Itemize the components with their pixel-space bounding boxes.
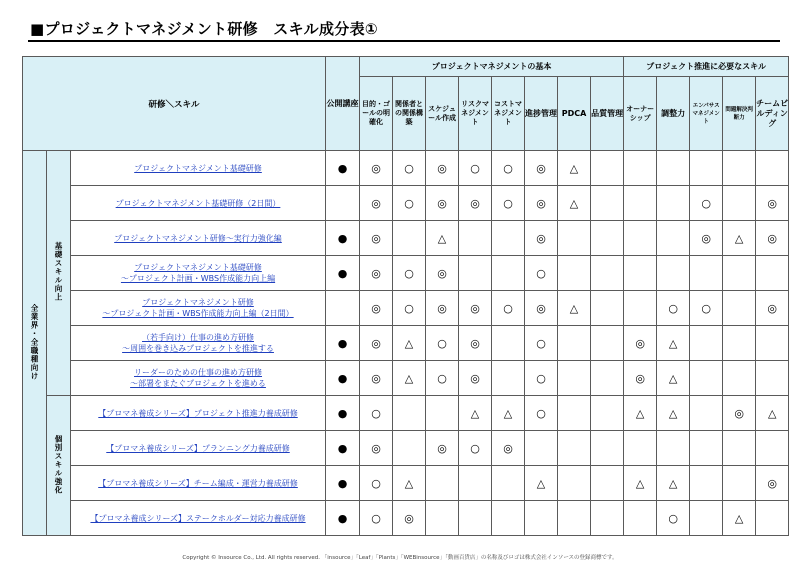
skill-mark: △ [558, 186, 591, 221]
skill-mark: ◎ [426, 186, 459, 221]
skill-mark [426, 501, 459, 536]
skill-mark [492, 466, 525, 501]
skill-mark [492, 361, 525, 396]
skill-mark: △ [624, 466, 657, 501]
skill-mark [492, 221, 525, 256]
skill-mark [591, 291, 624, 326]
table-row [23, 361, 789, 396]
skill-mark [591, 326, 624, 361]
group-header-promotion: プロジェクト推進に必要なスキル [624, 57, 789, 77]
skill-mark: ○ [690, 186, 723, 221]
skill-header: スケジュール作成 [426, 77, 459, 151]
skill-mark: △ [558, 151, 591, 186]
skill-mark: ◎ [360, 291, 393, 326]
table-row [23, 501, 789, 536]
group-header-basics: プロジェクトマネジメントの基本 [360, 57, 624, 77]
skill-mark: ○ [492, 186, 525, 221]
skill-mark [558, 361, 591, 396]
skill-mark [657, 221, 690, 256]
skill-mark: △ [723, 221, 756, 256]
public-course-mark: ● [326, 501, 360, 536]
sidebar-all-industries [23, 151, 47, 536]
skill-mark [756, 326, 789, 361]
skill-mark: ○ [459, 431, 492, 466]
skill-mark: ◎ [360, 186, 393, 221]
skill-mark [591, 151, 624, 186]
skill-mark [591, 431, 624, 466]
skill-mark: △ [657, 326, 690, 361]
skill-mark [723, 431, 756, 466]
skill-mark [591, 221, 624, 256]
course-link[interactable] [71, 361, 326, 396]
public-course-mark: ● [326, 151, 360, 186]
course-name: プロジェクトマネジメント基礎研修（2日間） [115, 198, 281, 208]
course-link[interactable] [71, 431, 326, 466]
skill-header: 問題解決判断力 [723, 77, 756, 151]
skill-mark [690, 151, 723, 186]
skill-mark [624, 501, 657, 536]
skill-mark [558, 396, 591, 431]
skill-header: 品質管理 [591, 77, 624, 151]
skill-mark [459, 256, 492, 291]
skill-table [22, 56, 789, 536]
sidebar-section-individual-skills [47, 396, 71, 536]
skill-mark: ◎ [360, 326, 393, 361]
course-name: 【プロマネ養成シリーズ】チーム編成・運営力養成研修 [98, 478, 298, 488]
skill-mark: ◎ [360, 221, 393, 256]
skill-mark: ◎ [360, 151, 393, 186]
skill-mark [492, 256, 525, 291]
course-rows [23, 151, 789, 536]
sidebar-all-industries-label: 全業界・全職種向け [30, 303, 39, 381]
skill-mark [657, 256, 690, 291]
skill-mark: △ [657, 361, 690, 396]
skill-mark: ○ [657, 501, 690, 536]
table-row [23, 256, 789, 291]
skill-mark: ◎ [426, 151, 459, 186]
skill-mark: ○ [525, 361, 558, 396]
skill-mark [690, 256, 723, 291]
skill-header: コストマネジメント [492, 77, 525, 151]
skill-mark: ◎ [459, 291, 492, 326]
skill-mark [723, 151, 756, 186]
skill-header: PDCA [558, 77, 591, 151]
course-link[interactable] [71, 501, 326, 536]
course-link[interactable] [71, 466, 326, 501]
public-course-mark: ● [326, 431, 360, 466]
skill-mark: ○ [459, 151, 492, 186]
skill-mark: ◎ [525, 291, 558, 326]
skill-mark: ○ [426, 361, 459, 396]
course-link[interactable] [71, 221, 326, 256]
skill-header: 進捗管理 [525, 77, 558, 151]
skill-mark [657, 431, 690, 466]
skill-mark [624, 221, 657, 256]
table-row [23, 221, 789, 256]
course-name: （若手向け）仕事の進め方研修 [142, 333, 255, 342]
skill-mark [525, 501, 558, 536]
skill-mark [756, 431, 789, 466]
skill-mark: ◎ [492, 431, 525, 466]
skill-mark: ◎ [756, 466, 789, 501]
skill-mark [459, 221, 492, 256]
skill-mark [393, 221, 426, 256]
course-link[interactable] [71, 151, 326, 186]
skill-mark: △ [525, 466, 558, 501]
skill-mark [426, 466, 459, 501]
skill-mark: ○ [657, 291, 690, 326]
course-link[interactable] [71, 396, 326, 431]
course-name: プロジェクトマネジメント研修～実行力強化編 [114, 233, 282, 243]
course-link[interactable] [71, 326, 326, 361]
skill-mark: ◎ [426, 431, 459, 466]
skill-mark [723, 361, 756, 396]
skill-mark [558, 256, 591, 291]
table-row [23, 326, 789, 361]
public-course-mark: ● [326, 396, 360, 431]
corner-header: 研修＼スキル [23, 57, 326, 151]
skill-mark: ○ [360, 501, 393, 536]
course-subtitle: ～部署をまたぐプロジェクトを進める [130, 379, 266, 388]
skill-header: 調整力 [657, 77, 690, 151]
skill-mark [657, 186, 690, 221]
skill-mark [591, 466, 624, 501]
skill-mark: ○ [426, 326, 459, 361]
skill-mark: △ [756, 396, 789, 431]
skill-mark [723, 291, 756, 326]
table-row [23, 431, 789, 466]
course-name: プロジェクトマネジメント基礎研修 [134, 263, 262, 272]
skill-header: リスクマネジメント [459, 77, 492, 151]
skill-mark [558, 221, 591, 256]
skill-mark: ○ [393, 151, 426, 186]
course-name: リーダーのための仕事の進め方研修 [134, 368, 263, 377]
skill-mark [525, 431, 558, 466]
skill-mark [723, 186, 756, 221]
skill-mark: △ [723, 501, 756, 536]
skill-mark [492, 501, 525, 536]
skill-header: エンパサスマネジメント [690, 77, 723, 151]
public-course-mark: ● [326, 326, 360, 361]
skill-mark: ◎ [525, 151, 558, 186]
public-course-mark: ● [326, 221, 360, 256]
skill-mark: △ [624, 396, 657, 431]
skill-mark [393, 396, 426, 431]
public-course-header: 公開講座 [326, 57, 360, 151]
skill-mark [591, 186, 624, 221]
skill-mark: ○ [360, 396, 393, 431]
course-name: 【プロマネ養成シリーズ】プランニング力養成研修 [106, 443, 290, 453]
skill-mark [690, 396, 723, 431]
table-row [23, 396, 789, 431]
skill-mark: ◎ [393, 501, 426, 536]
table-row [23, 291, 789, 326]
skill-mark: ◎ [525, 186, 558, 221]
title-underline [28, 40, 780, 42]
skill-mark [624, 151, 657, 186]
skill-mark: △ [426, 221, 459, 256]
skill-mark [591, 501, 624, 536]
skill-mark: ○ [393, 256, 426, 291]
skill-mark [459, 466, 492, 501]
skill-mark: ○ [690, 291, 723, 326]
skill-mark [690, 361, 723, 396]
skill-mark [492, 326, 525, 361]
skill-mark: ◎ [624, 361, 657, 396]
skill-mark [756, 256, 789, 291]
public-course-mark: ● [326, 256, 360, 291]
skill-mark: ○ [525, 396, 558, 431]
course-subtitle: ～プロジェクト計画・WBS作成能力向上編 [120, 274, 276, 283]
course-link[interactable] [71, 256, 326, 291]
skill-mark [591, 256, 624, 291]
skill-mark [459, 501, 492, 536]
skill-mark: ◎ [756, 186, 789, 221]
sidebar-section-basic-skills-label: 基礎スキル向上 [54, 242, 63, 302]
skill-mark: ◎ [690, 221, 723, 256]
skill-mark: ◎ [756, 221, 789, 256]
skill-mark [591, 396, 624, 431]
skill-mark [558, 431, 591, 466]
skill-mark: ○ [492, 151, 525, 186]
skill-mark [393, 431, 426, 466]
skill-mark: ○ [492, 291, 525, 326]
skill-mark: ○ [525, 256, 558, 291]
skill-mark: ◎ [426, 256, 459, 291]
skill-mark [624, 186, 657, 221]
public-course-mark: ● [326, 466, 360, 501]
public-course-mark [326, 186, 360, 221]
skill-mark [690, 326, 723, 361]
skill-mark: △ [393, 466, 426, 501]
table-row [23, 151, 789, 186]
skill-header: オーナーシップ [624, 77, 657, 151]
course-name: 【プロマネ養成シリーズ】ステークホルダー対応力養成研修 [90, 513, 306, 523]
skill-mark: △ [492, 396, 525, 431]
skill-mark [558, 466, 591, 501]
skill-mark [624, 291, 657, 326]
skill-header: 関係者との関係構築 [393, 77, 426, 151]
skill-mark: △ [657, 396, 690, 431]
skill-mark: △ [657, 466, 690, 501]
skill-mark [591, 361, 624, 396]
course-name: プロジェクトマネジメント基礎研修 [134, 163, 262, 173]
table-row [23, 466, 789, 501]
footer-copyright: Copyright © Insource Co., Ltd. All rights reserved. 「insource」「Leaf」「Plants」「WEBinsource」「動画百貨店」の名称及びロゴは株式会社インソースの登録商標です。 [182, 555, 618, 561]
skill-mark [690, 466, 723, 501]
skill-mark: △ [558, 291, 591, 326]
skill-mark: △ [459, 396, 492, 431]
skill-mark [723, 466, 756, 501]
skill-mark: ◎ [459, 326, 492, 361]
skill-mark [756, 501, 789, 536]
page-title: ■プロジェクトマネジメント研修 スキル成分表① [30, 20, 378, 38]
skill-mark: ○ [393, 186, 426, 221]
skill-mark [723, 326, 756, 361]
skill-mark: ◎ [525, 221, 558, 256]
skill-header: 目的・ゴールの明確化 [360, 77, 393, 151]
public-course-mark [326, 291, 360, 326]
skill-mark: △ [393, 361, 426, 396]
skill-mark: △ [393, 326, 426, 361]
skill-mark [723, 256, 756, 291]
course-name: 【プロマネ養成シリーズ】プロジェクト推進力養成研修 [98, 408, 298, 418]
skill-mark [558, 326, 591, 361]
course-subtitle: ～プロジェクト計画・WBS作成能力向上編（2日間） [102, 309, 294, 318]
skill-mark: ◎ [624, 326, 657, 361]
skill-mark: ◎ [360, 256, 393, 291]
skill-mark [756, 361, 789, 396]
skill-mark [657, 151, 690, 186]
course-name: プロジェクトマネジメント研修 [142, 298, 254, 307]
skill-mark: ◎ [459, 361, 492, 396]
public-course-mark: ● [326, 361, 360, 396]
table-row [23, 186, 789, 221]
skill-mark [426, 396, 459, 431]
skill-mark: ◎ [360, 361, 393, 396]
skill-mark [558, 501, 591, 536]
course-link[interactable] [71, 186, 326, 221]
sidebar-section-basic-skills [47, 151, 71, 396]
course-subtitle: ～周囲を巻き込みプロジェクトを推進する [122, 344, 274, 353]
skill-header: チームビルディング [756, 77, 789, 151]
skill-mark [690, 501, 723, 536]
course-link[interactable] [71, 291, 326, 326]
skill-mark: ◎ [459, 186, 492, 221]
skill-mark: ◎ [426, 291, 459, 326]
skill-mark [624, 431, 657, 466]
sidebar-section-individual-skills-label: 個別スキル強化 [54, 434, 63, 495]
skill-mark: ◎ [723, 396, 756, 431]
skill-mark: ○ [393, 291, 426, 326]
skill-mark [690, 431, 723, 466]
skill-mark: ○ [525, 326, 558, 361]
skill-mark [756, 151, 789, 186]
skill-mark: ◎ [360, 431, 393, 466]
skill-mark [624, 256, 657, 291]
skill-mark: ◎ [756, 291, 789, 326]
skill-mark: ○ [360, 466, 393, 501]
